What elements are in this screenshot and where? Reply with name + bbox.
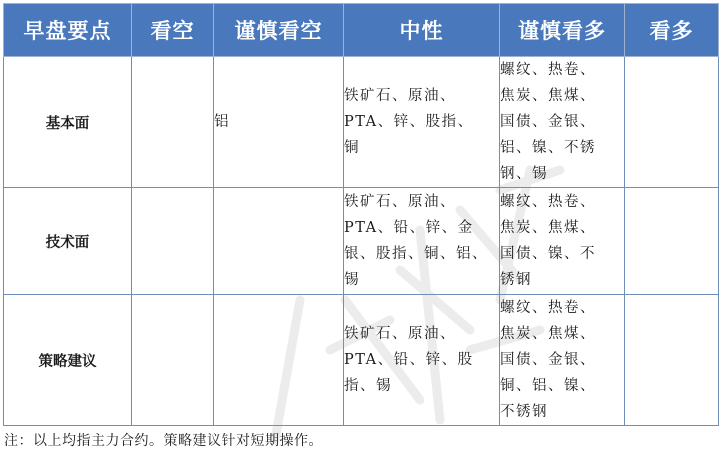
- row-label-fundamentals: 基本面: [4, 57, 132, 188]
- cell-cautious-bearish: [214, 295, 344, 426]
- cell-cautious-bullish: 螺纹、热卷、 焦炭、焦煤、 国债、镍、不 锈钢: [500, 188, 625, 295]
- table-row: [4, 188, 719, 295]
- row-label-strategy: 策略建议: [4, 295, 132, 426]
- cell-cautious-bearish: 铝: [214, 57, 344, 188]
- cell-bearish: [132, 188, 214, 295]
- cell-cautious-bullish: 螺纹、热卷、 焦炭、焦煤、 国债、金银、 铜、铝、镍、 不锈钢: [500, 295, 625, 426]
- cell-cautious-bullish: 螺纹、热卷、 焦炭、焦煤、 国债、金银、 铝、镍、不锈 钢、锡: [500, 57, 625, 188]
- header-bearish: 看空: [132, 4, 214, 57]
- footnote: 注：以上均指主力合约。策略建议针对短期操作。: [4, 433, 323, 449]
- header-row: [4, 4, 719, 57]
- outlook-table: [3, 3, 719, 426]
- cell-bullish: [625, 295, 719, 426]
- cell-neutral: 铁矿石、原油、 PTA、锌、股指、 铜: [344, 57, 500, 188]
- cell-bullish: [625, 57, 719, 188]
- row-label-technicals: 技术面: [4, 188, 132, 295]
- header-cautious-bullish: 谨慎看多: [500, 4, 625, 57]
- cell-neutral: 铁矿石、原油、 PTA、铅、锌、金 银、股指、铜、铝、 锡: [344, 188, 500, 295]
- header-cautious-bearish: 谨慎看空: [214, 4, 344, 57]
- cell-neutral: 铁矿石、原油、 PTA、铅、锌、股 指、锡: [344, 295, 500, 426]
- cell-bearish: [132, 295, 214, 426]
- header-key-points: 早盘要点: [4, 4, 132, 57]
- header-neutral: 中性: [344, 4, 500, 57]
- cell-bullish: [625, 188, 719, 295]
- cell-bearish: [132, 57, 214, 188]
- table-row: [4, 57, 719, 188]
- cell-cautious-bearish: [214, 188, 344, 295]
- table-row: [4, 295, 719, 426]
- header-bullish: 看多: [625, 4, 719, 57]
